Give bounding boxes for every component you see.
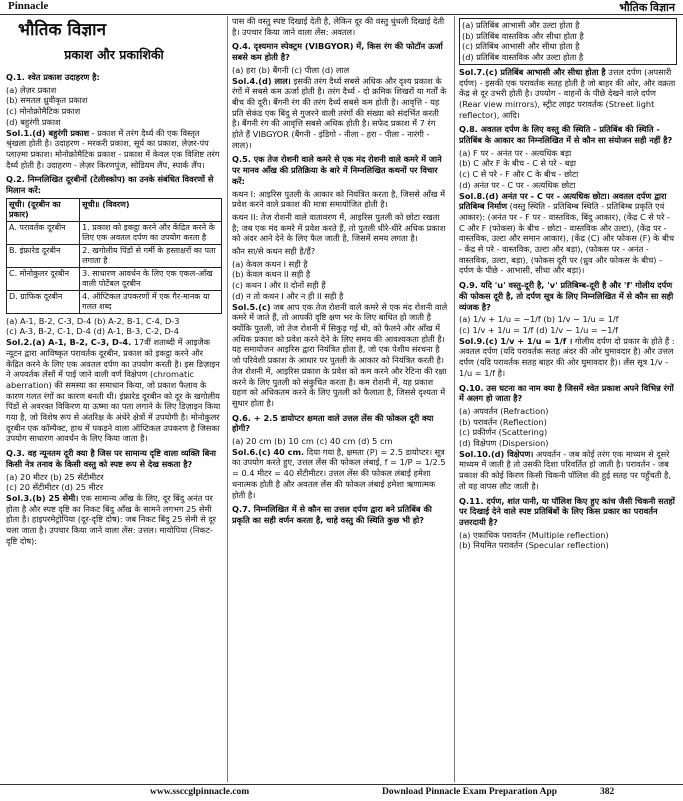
table-row <box>7 267 222 290</box>
solution-8-text: (वस्तु स्थिति - प्रतिबिम्ब स्थिति - प्रतिबिम्ब प्रकृति एवं आकार): (अनंत पर - F पर - वास्तविक, बिंदु आकार), (केंद्र C से परे - C और F (फोकस) के बीच - छोटा - वास्तविक और उल्टा), (केंद्र पर - वास्तविक, उल्टा और समान आकार), (केंद्र (C) और फोकस (F) के बीच - केंद्र से परे - वास्तविक, उल्टा और बड़ा), (फोकस पर - अनंत - वास्तविक, उल्टा, बड़ा), (फोकस दूरी पर (ध्रुव और फोकस के बीच) - दर्पण के पीछे - आभासी, सीधा और बड़ा)। <box>459 201 675 276</box>
question-3: Q.3. वह न्यूनतम दूरी क्या है जिस पर सामान्य दृष्टि वाला व्यक्ति बिना किसी नेत्र तनाव के किसी वस्तु को स्पष्ट रूप से देख सकता है? <box>6 448 217 469</box>
question-7: Q.7. निम्नलिखित में से कौन सा उत्तल दर्पण द्वारा बने प्रतिबिंब की प्रकृति का सही वर्णन करता है, चाहे वस्तु की स्थिति कुछ भी हो? <box>232 504 432 525</box>
header-subject: भौतिक विज्ञान <box>619 2 675 14</box>
q7-option: (b) प्रतिबिंब वास्तविक और सीधा होता है <box>462 30 584 41</box>
chapter-title: भौतिक विज्ञान <box>18 20 107 40</box>
table-header-row <box>7 198 222 221</box>
q1-option: (a) लेज़र प्रकाश <box>6 84 57 95</box>
page-number: 382 <box>600 787 615 797</box>
solution-5-text: जब आप एक तेज रोशनी वाले कमरे से एक मंद रोशनी वाले कमरे में जाते हैं, तो आपकी दृष्टि क्षण भर के लिए बाधित हो जाती है क्योंकि पुतली, जो तेज रोशनी में सिकुड़ गई थी, को फैलने और आँख में अधिक प्रकाश को प्रवेश करने देने के लिए समय की आवश्यकता होती है। यह समायोजन आइरिस द्वारा नियंत्रित होता है, जो एक पेशीय संरचना है जो परिवेशी प्रकाश के आधार पर पुतली के आकार को नियंत्रित करती है। तेज रोशनी में, आइरिस प्रकाश के प्रवेश को कम करने और रेटिना की रक्षा करने के लिए पुतली को संकुचित करता है। कम रोशनी में, यह प्रकाश ग्रहण को अधिकतम करने के लिए पुतली को फैलाता है, जिससे दृश्यता में सुधार होता है। <box>232 301 448 408</box>
table-header-list2: सूची॥ (विवरण) <box>80 198 222 221</box>
q2-option: (c) A-3, B-2, C-1, D-4 (d) A-1, B-3, C-2, D-4 <box>6 326 179 337</box>
solution-2-label: Sol.2.(a) A-1, B-2, C-3, D-4. <box>6 337 132 348</box>
q1-option: (d) बहुरंगी प्रकाश <box>6 116 61 127</box>
header-brand: Pinnacle <box>8 0 49 12</box>
solution-4 <box>232 76 448 151</box>
q9-option: (a) 1/v + 1/u = −1/f (b) 1/v − 1/u = 1/f <box>459 314 619 325</box>
question-1: Q.1. श्वेत प्रकाश उदाहरण है: <box>6 72 100 82</box>
table-cell: D. ग्राफिक दूरबीन <box>7 290 80 313</box>
q3-option: (c) 20 सेंटीमीटर (d) 25 मीटर <box>6 482 104 493</box>
table-cell: B. इंफ्रारेड दूरबीन <box>7 244 80 267</box>
solution-5 <box>232 302 448 409</box>
q5-option: (d) न तो कथन I और न ही II सही है <box>232 290 344 301</box>
solution-10-label: Sol.10.(d) विक्षेपण। <box>459 448 534 459</box>
table-cell: 2. खगोलीय पिंडों से गर्मी के हस्ताक्षरों का पता लगाता है <box>80 244 222 267</box>
solution-10-text: अपवर्तन - जब कोई तरंग एक माध्यम से दूसरे माध्यम में जाती है तो उसकी दिशा परिवर्तित हो जाती है। परावर्तन - जब प्रकाश की कोई किरण किसी चिकनी पॉलिश की हुई सतह पर पहुँचती है, तो वह वापस लौट जाती है। <box>459 448 671 491</box>
table-header-list1: सूची। (दूरबीन का प्रकार) <box>7 198 80 221</box>
q11-option: (b) नियमित परावर्तन (Specular reflection) <box>459 540 609 551</box>
solution-3-continued: पास की वस्तु स्पष्ट दिखाई देती है, लेकिन दूर की वस्तु धुंधली दिखाई देती है। उपचार किया जाने वाला लेंस: अवतल। <box>232 16 445 37</box>
q8-option: (a) F पर - अनंत पर - अत्यधिक बड़ा <box>459 147 572 158</box>
column-2 <box>232 16 448 782</box>
question-6: Q.6. + 2.5 डायोप्टर क्षमता वाले उत्तल लेंस की फोकल दूरी क्या होगी? <box>232 412 434 434</box>
q7-option: (d) प्रतिबिंब वास्तविक और उल्टा होता है <box>462 52 584 63</box>
q10-option: (a) अपवर्तन (Refraction) <box>459 405 549 416</box>
solution-7 <box>459 67 677 121</box>
q1-option: (b) समतल ध्रुवीकृत प्रकाश <box>6 95 88 106</box>
solution-2 <box>6 337 222 444</box>
column-divider <box>227 16 228 782</box>
solution-7-text: उत्तल दर्पण (अपसारी दर्पण) - इसकी एक परावर्तक सतह होती है जो बाहर की ओर, और वक्रता केंद्र से दूर उभरी होती है। उपयोग - वाहनों के पीछे देखने वाले दर्पण (Rear view mirrors), स्ट्रीट लाइट परावर्तक (Street light reflector), आदि। <box>459 66 676 120</box>
solution-3-label: Sol.3.(b) 25 सेमी। <box>6 492 79 503</box>
q8-option: (c) C से परे - F और C के बीच - छोटा <box>459 169 579 180</box>
column-1 <box>6 16 222 782</box>
solution-3-text: एक सामान्य आँख के लिए, दूर बिंदु अनंत पर होता है और स्पष्ट दृष्टि का निकट बिंदु आँख के सामने लगभग 25 सेमी होता है। हाइपरमेट्रोपिया (दूर-दृष्टि दोष): जब निकट बिंदु 25 सेमी से दूर चला जाता है। उपचार किया जाने वाला लेंस: उत्तल। मायोपिया (निकट-दृष्टि दोष): <box>6 492 217 546</box>
q6-option: (a) 20 cm (b) 10 cm (c) 40 cm (d) 5 cm <box>232 436 393 447</box>
solution-8-label: Sol.8.(d) अनंत पर - C पर - अत्यधिक छोटा। अवतल दर्पण द्वारा प्रतिबिम्ब निर्माण <box>459 190 667 212</box>
solution-10 <box>459 449 677 492</box>
table-cell: 3. साधारण आवर्धन के लिए एक एकल-आँख वाली पोर्टेबल दूरबीन <box>80 267 222 290</box>
solution-6-label: Sol.6.(c) 40 cm. <box>232 446 305 457</box>
table-row <box>7 290 222 313</box>
q1-option: (c) मोनोक्रोमैटिक प्रकाश <box>6 106 81 117</box>
q11-option: (a) एकाधिक परावर्तन (Multiple reflection) <box>459 529 609 540</box>
column-3 <box>459 16 677 782</box>
table-row <box>7 244 222 267</box>
q10-option: (d) विक्षेपण (Dispersion) <box>459 438 549 449</box>
q5-option: (a) केवल कथन I सही है <box>232 258 308 269</box>
solution-9-text: गोलीय दर्पण दो प्रकार के होते हैं : अवतल दर्पण (यदि परावर्तक सतह अंदर की ओर घुमावदार है) और उत्तल दर्पण (यदि परावर्तक सतह बाहर की ओर घुमावदार है)। लेंस सूत्र 1/v - 1/u = 1/f है। <box>459 335 675 378</box>
question-9: Q.9. यदि 'u' वस्तु-दूरी है, 'v' प्रतिबिम्ब-दूरी है और 'f' गोलीय दर्पण की फोकस दूरी है, तो दर्पण सूत्र के लिए निम्नलिखित में से कौन सा सही व्यंजक है? <box>459 280 674 312</box>
solution-8 <box>459 191 677 277</box>
footer-app-promo: Download Pinnacle Exam Preparation App <box>382 787 558 797</box>
solution-1-label: Sol.1.(d) बहुरंगी प्रकाश <box>6 127 90 138</box>
solution-9-label: Sol.9.(c) 1/v + 1/u = 1/f । <box>459 335 573 346</box>
question-8: Q.8. अवतल दर्पण के लिए वस्तु की स्थिति - प्रतिबिंब की स्थिति - प्रतिबिंब के आकार का निम्नलिखित में से कौन सा संयोजन सही नहीं है? <box>459 124 673 146</box>
question-10: Q.10. उस घटना का नाम क्या है जिसमें श्वेत प्रकाश अपने विभिन्न रंगों में अलग हो जाता है? <box>459 382 674 404</box>
q5-option: (b) केवल कथन II सही है <box>232 269 311 280</box>
q2-option: (a) A-1, B-2, C-3, D-4 (b) A-2, B-1, C-4, D-3 <box>6 315 180 326</box>
q5-option: (c) कथन I और II दोनों सही हैं <box>232 280 326 291</box>
solution-7-label: Sol.7.(c) प्रतिबिंब आभासी और सीधा होता है <box>459 66 606 77</box>
solution-3 <box>6 493 222 547</box>
q5-statement: कथन II: तेज रोशनी वाले वातावरण में, आइरिस पुतली को छोटा रखता है; जब एक मंद कमरे में प्रवेश करते हैं, तो पुतली धीरे-धीरे अधिक प्रकाश को अंदर आने देने के लिए फैल जाती है, जिसमें समय लगता है। <box>232 211 446 244</box>
solution-6 <box>232 447 448 501</box>
page-header <box>0 0 683 15</box>
q10-option: (b) परावर्तन (Reflection) <box>459 416 547 427</box>
q7-option: (a) प्रतिबिंब आभासी और उल्टा होता है <box>462 20 580 30</box>
q5-statement: कथन I: आइरिस पुतली के आकार को नियंत्रित करता है, जिससे आँख में प्रवेश करने वाले प्रकाश की मात्रा समायोजित होती है। <box>232 188 445 210</box>
solution-4-label: Sol.4.(d) लाल। <box>232 75 291 86</box>
section-title: प्रकाश और प्रकाशिकी <box>64 47 164 62</box>
q8-option: (d) अनंत पर - C पर - अत्यधिक छोटा <box>459 179 576 190</box>
solution-6-text: दिया गया है, क्षमता (P) = 2.5 डायोप्टर। सूत्र का उपयोग करते हुए, उत्तल लेंस की फोकल लंबाई, f = 1/P = 1/2.5 = 0.4 मीटर = 40 सेंटीमीटर। उत्तल लेंस की फोकल लंबाई हमेशा धनात्मक होती है और अवतल लेंस की फोकल लंबाई हमेशा ऋणात्मक होती है। <box>232 446 446 500</box>
question-5: Q.5. एक तेज रोशनी वाले कमरे से एक मंद रोशनी वाले कमरे में जाने पर मानव आँख की प्रतिक्रिया के बारे में निम्नलिखित कथनों पर विचार करें: <box>232 154 442 186</box>
solution-1-text: - प्रकाश में तरंग दैर्ध्य की एक विस्तृत श्रृंखला होती है। उदाहरण - मरकरी प्रकाश, सूर्य का प्रकाश, लेज़र-पंप प्लाज़्मा प्रकाश। मोनोक्रोमैटिक प्रकाश - प्रकाश में केवल एक विशिष्ट तरंग दैर्ध्य होती है। उदाहरण - लेज़र किरणपुंज, सोडियम लैंप, स्पार्क लैंप। <box>6 127 220 170</box>
q7-options-box <box>459 18 677 65</box>
q10-option: (c) प्रकीर्णन (Scattering) <box>459 427 548 438</box>
solution-1 <box>6 128 222 171</box>
q8-option: (b) C और F के बीच - C से परे - बड़ा <box>459 158 576 169</box>
table-row <box>7 221 222 244</box>
q4-option: (a) हरा (b) बैंगनी (c) पीला (d) लाल <box>232 64 350 75</box>
table-cell: C. मोनोकुलर दूरबीन <box>7 267 80 290</box>
question-2: Q.2. निम्नलिखित दूरबीनों (टेलीस्कोप) का उनके संबंधित विवरणों से मिलान करें: <box>6 174 214 196</box>
q7-option: (c) प्रतिबिंब आभासी और सीधा होता है <box>462 41 580 52</box>
solution-9 <box>459 336 677 379</box>
solution-5-label: Sol.5.(c) <box>232 301 271 312</box>
q3-option: (a) 20 मीटर (b) 25 सेंटीमीटर <box>6 471 104 482</box>
q5-ask: कौन सा/से कथन सही है/हैं? <box>232 246 316 257</box>
table-cell: 4. ऑप्टिकल उपकरणों में एक गैर-मानक या गलत शब्द <box>80 290 222 313</box>
footer-website: www.ssccglpinnacle.com <box>150 787 250 797</box>
question-4: Q.4. दृश्यमान स्पेक्ट्रम (VIBGYOR) में, किस रंग की फोटॉन ऊर्जा सबसे कम होती है? <box>232 41 443 63</box>
table-cell: A. परावर्तक दूरबीन <box>7 221 80 244</box>
solution-4-text: इसकी तरंग दैर्ध्य सबसे अधिक और दृश्य प्रकाश के रंगों में सबसे कम ऊर्जा होती है। तरंग दैर्ध्य - दो क्रमिक शिखरों या गर्तों के बीच की दूरी। बैंगनी रंग की तरंग दैर्ध्य सबसे कम होती है। आवृत्ति - यह प्रति सेकंड एक बिंदु से गुजरने वाली तरंगों की संख्या को संदर्भित करती है। बैंगनी रंग की आवृत्ति सबसे अधिक होती है। सफेद प्रकाश में 7 रंग होते हैं VIBGYOR (बैंगनी - इंडिगो - नीला - हरा - पीला - नारंगी - लाल)। <box>232 75 447 150</box>
solution-2-text: 17वीं शताब्दी में आइजैक न्यूटन द्वारा आविष्कृत परावर्तक दूरबीन, प्रकाश को इकट्ठा करने और केंद्रित करने के लिए एक अवतल दर्पण का उपयोग करती है। इस डिज़ाइन ने अपवर्तक लेंसों में पाई जाने वाली वर्ण विक्षेपण (chromatic aberration) की समस्या का समाधान किया, जो प्रकाश फैलाव के कारण गलत रंगों का कारण बनती थी। इंफ्रारेड दूरबीन को दूर के खगोलीय पिंडों से अवरक्त विकिरण या ऊष्मा का पता लगाने के लिए डिज़ाइन किया गया है, जो विशेष रूप से अंतरिक्ष के अंधेरे क्षेत्रों में उपयोगी है। मोनोकुलर दूरबीन एक कॉम्पैक्ट, हाथ में पकड़ने वाला ऑप्टिकल उपकरण है जिसका उपयोग साधारण आवर्धन के लिए किया जाता है। <box>6 337 221 444</box>
q9-option: (c) 1/v + 1/u = 1/f (d) 1/v − 1/u = −1/f <box>459 324 619 335</box>
question-11: Q.11. दर्पण, शांत पानी, या पॉलिश किए हुए कांच जैसी चिकनी सतहों पर दिखाई देने वाले स्पष्ट प्रतिबिंबों के लिए किस प्रकार का परावर्तन उत्तरदायी है? <box>459 495 675 527</box>
match-table <box>6 198 222 314</box>
column-divider <box>454 16 455 782</box>
table-cell: 1. प्रकाश को इकट्ठा करने और केंद्रित करने के लिए एक अवतल दर्पण का उपयोग करता है <box>80 221 222 244</box>
page-footer <box>0 784 683 801</box>
